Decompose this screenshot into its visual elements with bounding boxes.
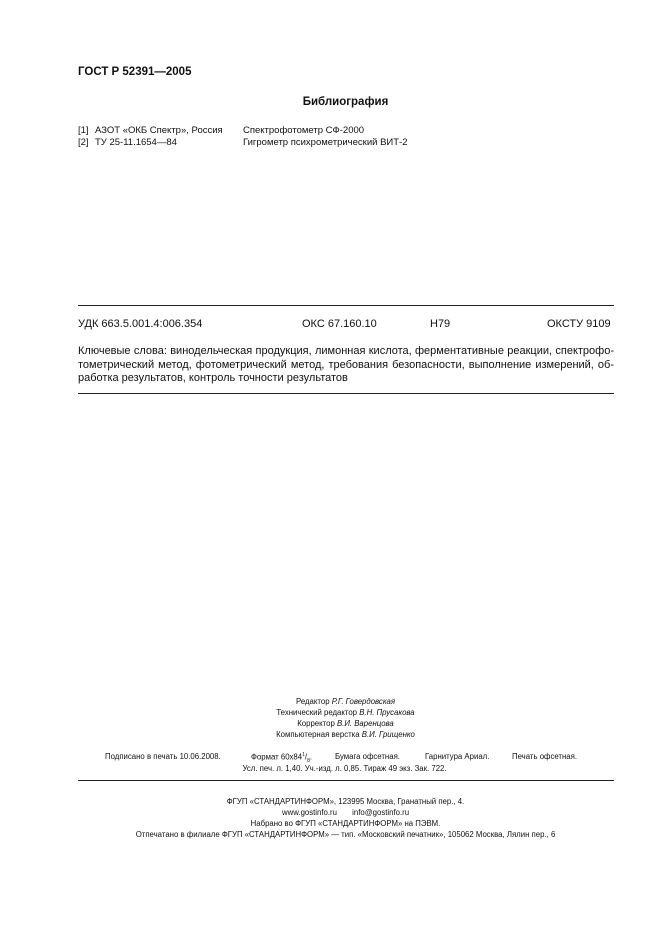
footer-contacts — [0, 808, 661, 817]
imprint-line-2: Усл. печ. л. 1,40. Уч.-изд. л. 0,85. Тираж 49 экз. Зак. 722. — [242, 764, 447, 773]
format-prefix: Формат 60x84 — [251, 752, 303, 762]
rule-imprint — [78, 780, 614, 781]
keywords-line-1: Ключевые слова: винодельческая продукция, лимонная кислота, ферментативные реакции, спектрофо- — [78, 345, 614, 357]
rule-keywords — [78, 393, 614, 394]
keywords-line-3: работка результатов, контроль точности результатов — [78, 372, 348, 384]
imprint-paper: Бумага офсетная. — [335, 752, 400, 761]
footer-typeset: Набрано во ФГУП «СТАНДАРТИНФОРМ» на ПЭВМ. — [250, 819, 441, 828]
credit-corrector — [0, 719, 661, 728]
standard-header: ГОСТ Р 52391—2005 — [78, 66, 192, 78]
bib-item-1-name: Спектрофотометр СФ-2000 — [243, 125, 365, 136]
tech-editor-label: Технический редактор — [276, 708, 358, 717]
oks-code: ОКС 67.160.10 — [302, 318, 377, 330]
bib-item-2-num: [2] — [78, 137, 89, 148]
imprint-print: Печать офсетная. — [512, 752, 578, 761]
footer-publisher: ФГУП «СТАНДАРТИНФОРМ», 123995 Москва, Гранатный пер., 4. — [226, 797, 465, 806]
format-num: 1 — [302, 752, 305, 758]
layout-label: Компьютерная верстка — [276, 730, 360, 739]
udk-code: УДК 663.5.001.4:006.354 — [78, 318, 203, 330]
credit-tech-editor — [0, 708, 661, 717]
keywords-block — [78, 345, 614, 386]
bib-item-1-source: АЗОТ «ОКБ Спектр», Россия — [95, 125, 223, 136]
group-code: Н79 — [430, 318, 451, 330]
editor-label: Редактор — [295, 697, 330, 706]
imprint-font: Гарнитура Ариал. — [425, 752, 490, 761]
bib-item-1-num: [1] — [78, 125, 89, 136]
bibliography-title: Библиография — [302, 96, 389, 108]
layout-name: В.И. Грищенко — [361, 730, 415, 739]
corrector-name: В.И. Варенцова — [336, 719, 394, 728]
bib-item-2-source: ТУ 25-11.1654—84 — [95, 137, 177, 148]
footer-printed: Отпечатано в филиале ФГУП «СТАНДАРТИНФОРМ» — тип. «Московский печатник», 105062 Москва, Лялин пер., 6 — [135, 830, 556, 839]
imprint-signed: Подписано в печать 10.06.2008. — [105, 752, 221, 761]
imprint-format: Формат $60x84^1/_8$. — [251, 752, 313, 765]
tech-editor-name: В.Н. Прусакова — [359, 708, 415, 717]
bib-item-2-name: Гигрометр психрометрический ВИТ-2 — [243, 137, 408, 148]
format-den: 8 — [307, 758, 310, 765]
okstu-code: ОКСТУ 9109 — [547, 318, 611, 330]
keywords-line-2: тометрический метод, фотометрический метод, требования безопасности, выполнение измерений, об- — [78, 358, 614, 371]
credit-layout — [0, 730, 661, 739]
editor-name: Р.Г. Говердовская — [331, 697, 396, 706]
corrector-label: Корректор — [297, 719, 335, 728]
credit-editor — [0, 697, 661, 706]
footer-web: www.gostinfo.ru — [281, 808, 337, 817]
rule-top — [78, 305, 614, 306]
footer-email: info@gostinfo.ru — [352, 808, 410, 817]
